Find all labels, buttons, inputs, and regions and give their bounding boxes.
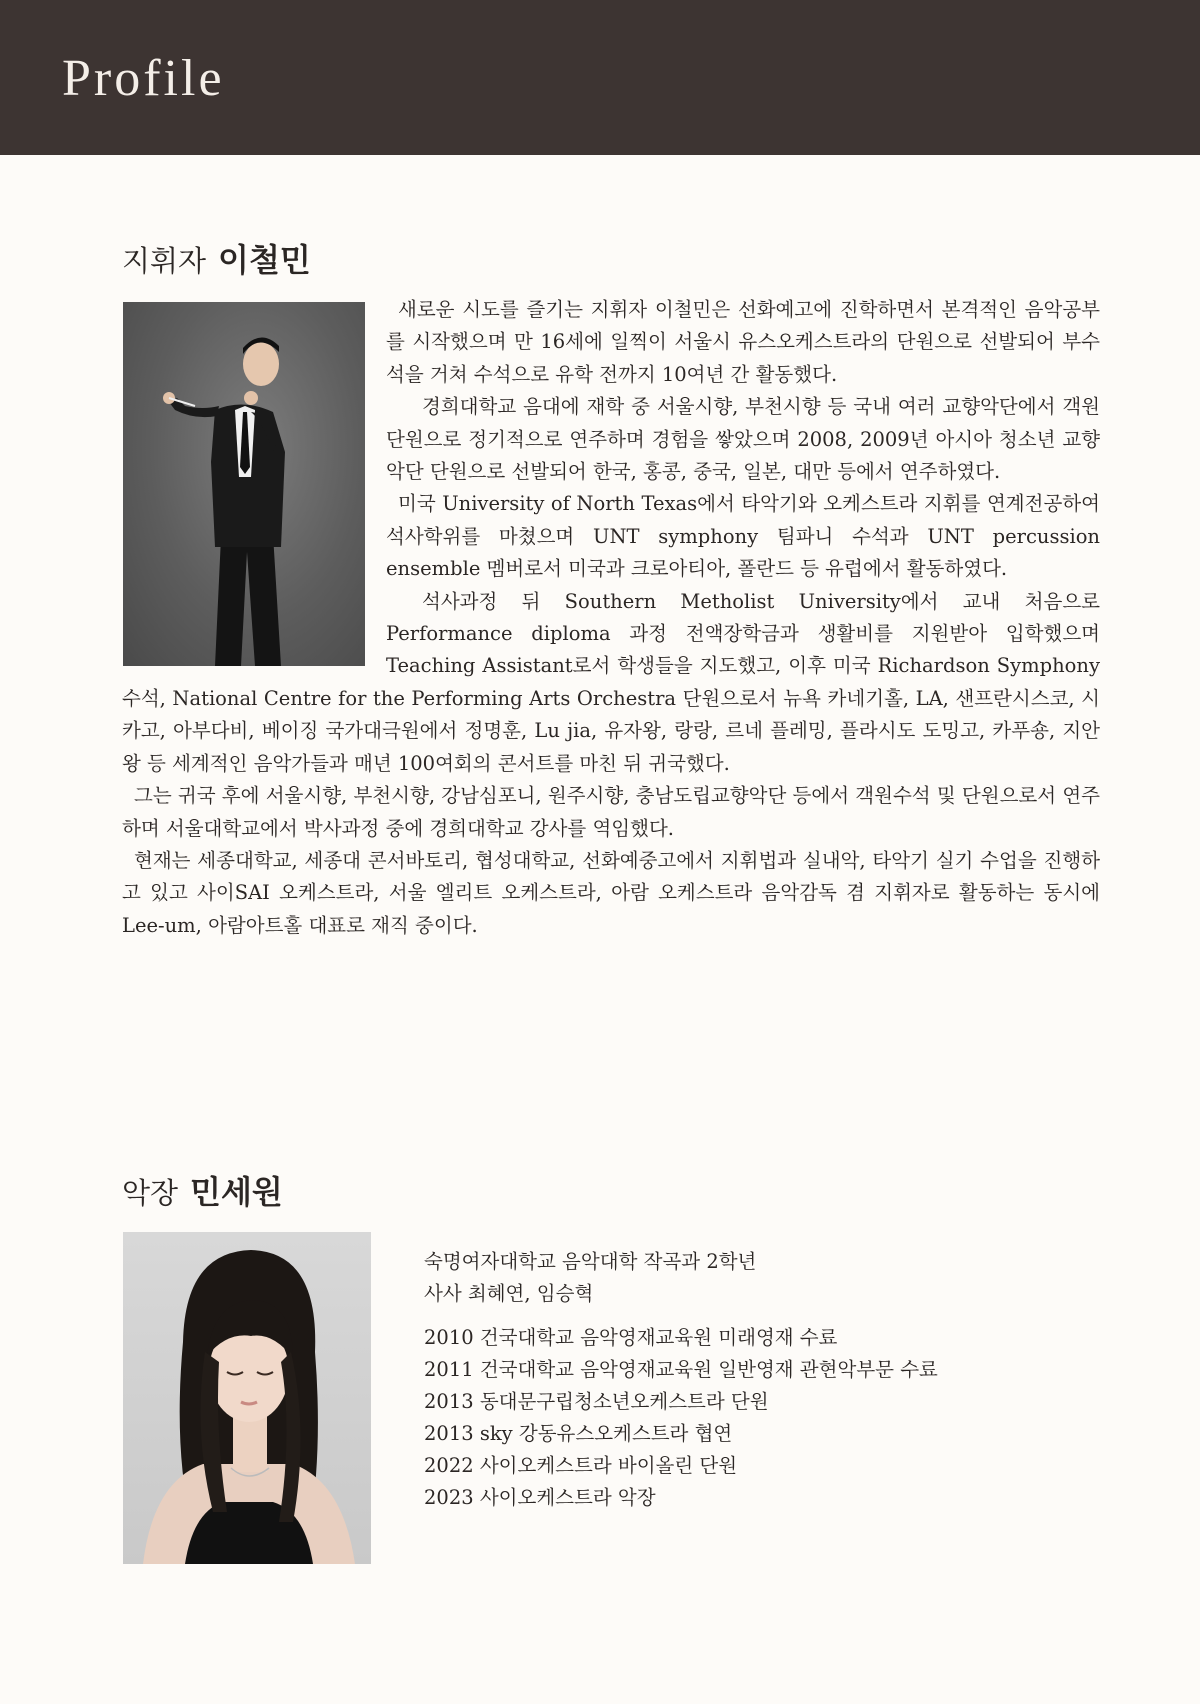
career-item: 2013 sky 강동유스오케스트라 협연: [424, 1422, 733, 1445]
concertmaster-details: [424, 1246, 1124, 1514]
header-bar: [0, 0, 1200, 155]
conductor-name: 이철민: [218, 241, 311, 279]
bio-paragraph: 그는 귀국 후에 서울시향, 부천시향, 강남심포니, 원주시향, 충남도립교향악단 등에서 객원수석 및 단원으로서 연주하며 서울대학교에서 박사과정 중에 경희대학교 강사를 역임했다.: [122, 784, 1100, 840]
photo-spacer: [122, 294, 386, 676]
conductor-bio: [122, 294, 1100, 942]
education-list: [424, 1246, 1124, 1310]
bio-paragraph: 경희대학교 음대에 재학 중 서울시향, 부천시향 등 국내 여러 교향악단에서 객원단원으로 정기적으로 연주하며 경험을 쌓았으며 2008, 2009년 아시아 청소년 교향악단 단원으로 선발되어 한국, 홍콩, 중국, 일본, 대만 등에서 연주하였다.: [386, 395, 1100, 484]
bio-paragraph: 미국 University of North Texas에서 타악기와 오케스트라 지휘를 연계전공하여 석사학위를 마쳤으며 UNT symphony 팀파니 수석과 UNT percussion ensemble 멤버로서 미국과 크로아티아, 폴란드 등 유럽에서 활동하였다.: [386, 492, 1100, 581]
concertmaster-portrait-illustration: [123, 1232, 371, 1564]
concertmaster-photo: [123, 1232, 371, 1564]
page-title: Profile: [62, 50, 225, 107]
concertmaster-role: 악장: [122, 1176, 179, 1210]
bio-paragraph: 석사과정 뒤 Southern Metholist University에서 교내 처음으로 Performance diploma 과정 전액장학금과 생활비를 지원받아 입학했으며 Teaching Assistant로서 학생들을 지도했고, 이후 미국 Richardson Symphony 수석, National Centre for the Performing Arts Orchestra 단원으로서 뉴욕 카네기홀, LA, 샌프란시스코, 시카고, 아부다비, 베이징 국가대극원에서 정명훈, Lu jia, 유자왕, 랑랑, 르네 플레밍, 플라시도 도밍고, 카푸숑, 지안왕 등 세계적인 음악가들과 매년 100여회의 콘서트를 마친 뒤 귀국했다.: [122, 589, 1100, 775]
career-item: 2010 건국대학교 음악영재교육원 미래영재 수료: [424, 1326, 838, 1349]
conductor-heading: [122, 240, 311, 281]
list-gap: [424, 1310, 1124, 1322]
career-item: 2022 사이오케스트라 바이올린 단원: [424, 1454, 738, 1477]
concertmaster-name: 민세원: [190, 1173, 283, 1211]
conductor-role: 지휘자: [122, 244, 207, 278]
education-item: 숙명여자대학교 음악대학 작곡과 2학년: [424, 1250, 757, 1273]
career-list: [424, 1322, 1124, 1514]
education-item: 사사 최혜연, 임승혁: [424, 1282, 594, 1305]
career-item: 2023 사이오케스트라 악장: [424, 1486, 656, 1509]
concertmaster-heading: [122, 1172, 283, 1213]
career-item: 2011 건국대학교 음악영재교육원 일반영재 관현악부문 수료: [424, 1358, 938, 1381]
bio-paragraph: 현재는 세종대학교, 세종대 콘서바토리, 협성대학교, 선화예중고에서 지휘법과 실내악, 타악기 실기 수업을 진행하고 있고 사이SAI 오케스트라, 서울 엘리트 오케스트라, 아람 오케스트라 음악감독 겸 지휘자로 활동하는 동시에 Lee-um, 아람아트홀 대표로 재직 중이다.: [122, 848, 1100, 937]
bio-paragraph: 새로운 시도를 즐기는 지휘자 이철민은 선화예고에 진학하면서 본격적인 음악공부를 시작했으며 만 16세에 일찍이 서울시 유스오케스트라의 단원으로 선발되어 부수석을 거쳐 수석으로 유학 전까지 10여년 간 활동했다.: [386, 298, 1100, 386]
career-item: 2013 동대문구립청소년오케스트라 단원: [424, 1390, 769, 1413]
